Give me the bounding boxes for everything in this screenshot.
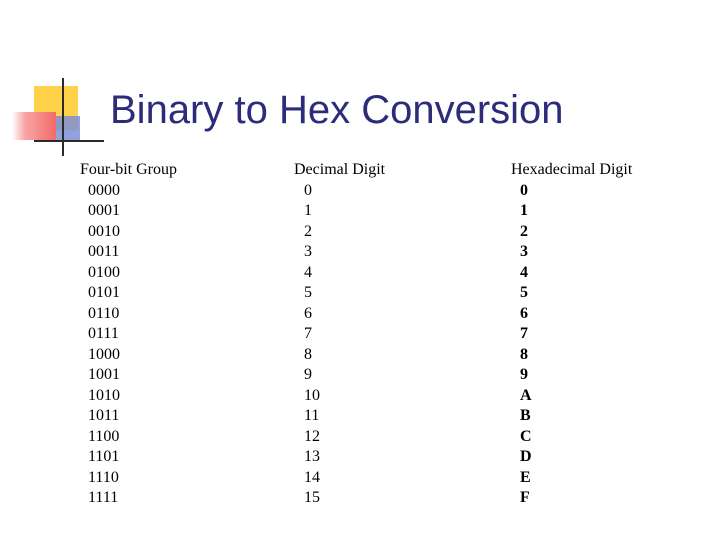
decimal-column: [294, 160, 385, 509]
hex-cell: 7: [520, 325, 528, 342]
binary-cell: 1111: [88, 489, 119, 506]
binary-column-header: Four-bit Group: [80, 161, 178, 178]
red-square-icon: [12, 112, 56, 140]
decimal-cell: 5: [304, 284, 312, 301]
hex-column: [511, 160, 632, 509]
hex-cell: 9: [520, 366, 528, 383]
binary-cell: 1010: [88, 386, 120, 404]
hex-column-header: Hexadecimal Digit: [511, 161, 633, 178]
hex-cell: 0: [520, 181, 528, 199]
binary-cell: 0000: [88, 181, 120, 199]
binary-cell: 1110: [88, 468, 119, 486]
hex-cell: 4: [520, 263, 528, 281]
hex-cell: 5: [520, 284, 528, 301]
decimal-cell: 2: [304, 222, 312, 240]
decimal-column-header: Decimal Digit: [294, 161, 386, 178]
hex-cells: [511, 181, 632, 509]
slide-title: Binary to Hex Conversion: [110, 88, 564, 132]
decimal-cell: 12: [304, 427, 320, 445]
decimal-cell: 10: [304, 386, 320, 404]
vertical-line-divider: [62, 78, 64, 156]
decimal-cell: 7: [304, 325, 312, 342]
binary-cell: 0010: [88, 222, 120, 240]
decimal-cells: [294, 181, 385, 509]
decimal-cell: 6: [304, 304, 312, 322]
hex-cell: E: [520, 468, 531, 486]
decimal-cell: 15: [304, 489, 320, 506]
binary-column: [80, 160, 177, 509]
binary-cell: 0111: [88, 325, 119, 342]
decimal-cell: 9: [304, 366, 312, 383]
decimal-cell: 13: [304, 448, 320, 465]
hex-cell: 1: [520, 202, 528, 219]
binary-cells: [80, 181, 177, 509]
binary-cell: 1001: [88, 366, 120, 383]
binary-cell: 1000: [88, 345, 120, 363]
binary-cell: 0001: [88, 202, 120, 219]
hex-cell: B: [520, 407, 531, 424]
decimal-cell: 8: [304, 345, 312, 363]
decimal-cell: 14: [304, 468, 320, 486]
hex-cell: 3: [520, 243, 528, 260]
binary-cell: 0110: [88, 304, 120, 322]
hex-cell: D: [520, 448, 532, 465]
binary-cell: 1011: [88, 407, 120, 424]
binary-cell: 1100: [88, 427, 120, 445]
decimal-cell: 11: [304, 407, 320, 424]
hex-cell: 2: [520, 222, 528, 240]
decimal-cell: 0: [304, 181, 312, 199]
blue-square-icon: [56, 116, 80, 142]
decimal-cell: 4: [304, 263, 312, 281]
binary-cell: 1101: [88, 448, 120, 465]
decimal-cell: 1: [304, 202, 312, 219]
logo-decoration: [0, 0, 100, 160]
hex-cell: 6: [520, 304, 528, 322]
horizontal-line-divider: [34, 140, 104, 142]
hex-cell: A: [520, 386, 532, 404]
hex-cell: 8: [520, 345, 528, 363]
binary-cell: 0011: [88, 243, 120, 260]
decimal-cell: 3: [304, 243, 312, 260]
binary-cell: 0101: [88, 284, 120, 301]
binary-cell: 0100: [88, 263, 120, 281]
hex-cell: C: [520, 427, 532, 445]
hex-cell: F: [520, 489, 530, 506]
